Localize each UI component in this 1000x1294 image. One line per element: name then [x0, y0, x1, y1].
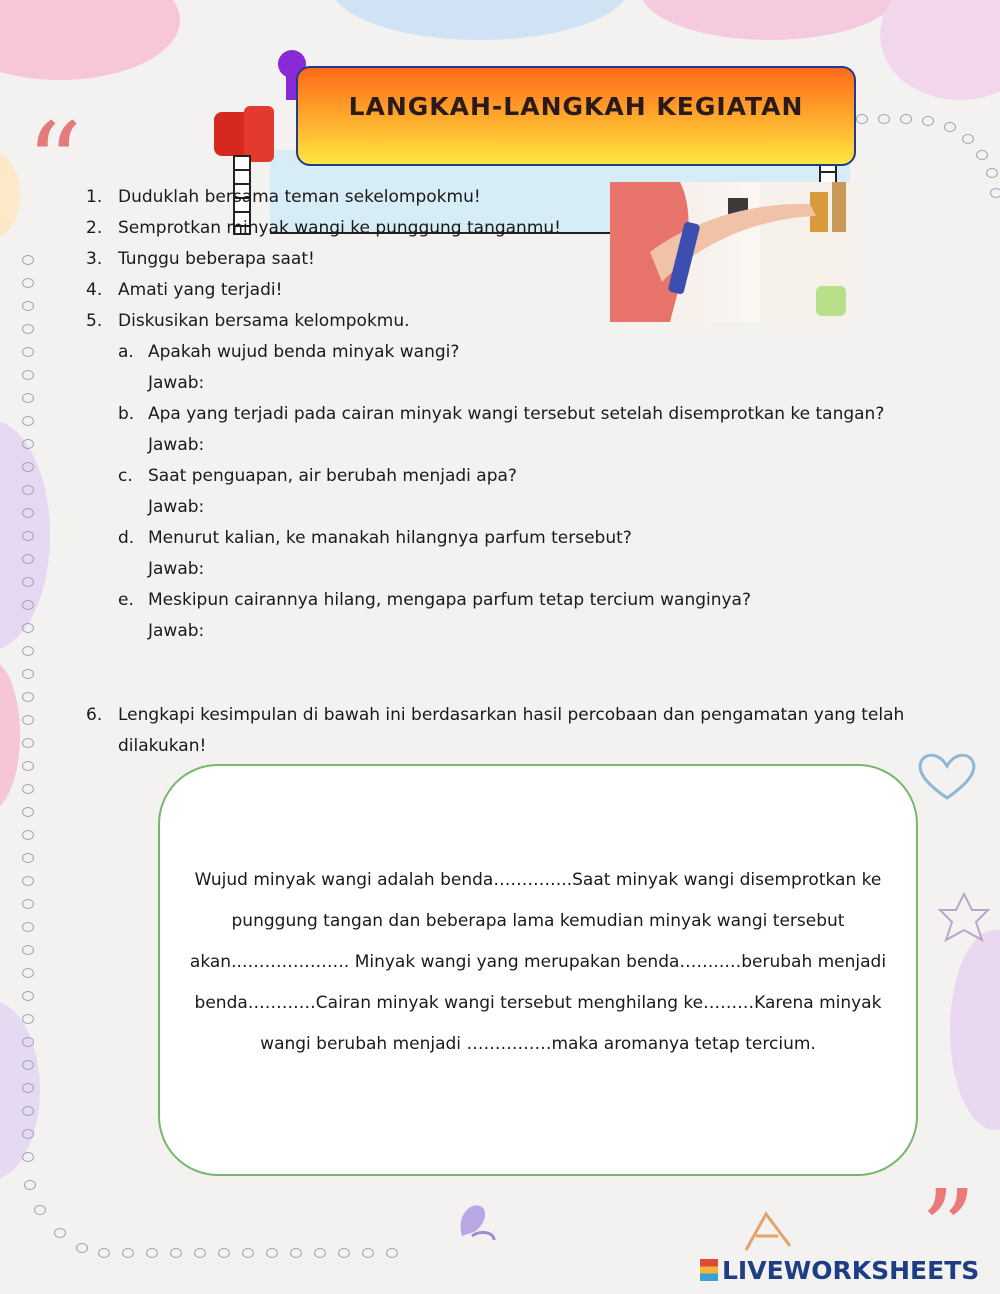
step-text: Semprotkan minyak wangi ke punggung tanganmu!	[118, 218, 561, 238]
step-text: Diskusikan bersama kelompokmu.	[118, 311, 410, 331]
decor-blob-top-left	[0, 0, 180, 80]
conclusion-line[interactable]: Wujud minyak wangi adalah benda…………..Saat minyak wangi disemprotkan ke	[194, 870, 882, 890]
answer-a[interactable]	[86, 368, 946, 399]
decor-blob-top-right	[640, 0, 900, 40]
decor-blob-right-lower	[950, 930, 1000, 1130]
list-item	[86, 306, 946, 337]
subquestion-b	[86, 399, 946, 430]
decor-blob-left-pink	[0, 660, 20, 810]
conclusion-line[interactable]: akan..………………. Minyak wangi yang merupakan benda……..…berubah menjadi	[189, 952, 887, 972]
brand-text: LIVEWORKSHEETS	[722, 1256, 980, 1285]
answer-label: Jawab:	[148, 435, 205, 455]
step-number: 3.	[86, 249, 103, 269]
step-number: 2.	[86, 218, 103, 238]
step-text: Amati yang terjadi!	[118, 280, 283, 300]
steps-list	[86, 182, 946, 647]
flower-icon	[450, 1196, 500, 1246]
question-6-line-1	[86, 700, 966, 731]
subquestion-letter: e.	[118, 590, 134, 610]
conclusion-line[interactable]: wangi berubah menjadi ……………maka aromanya tetap tercium.	[260, 1034, 816, 1054]
question-6-line-2	[86, 731, 966, 762]
subquestion-c	[86, 461, 946, 492]
list-item	[86, 275, 946, 306]
answer-c[interactable]	[86, 492, 946, 523]
step-text: Duduklah bersama teman sekelompokmu!	[118, 187, 481, 207]
subquestion-text: Saat penguapan, air berubah menjadi apa?	[148, 466, 517, 486]
list-item	[86, 213, 946, 244]
subquestion-a	[86, 337, 946, 368]
subquestion-e	[86, 585, 946, 616]
list-item	[86, 182, 946, 213]
decor-blob-left-lower	[0, 1000, 40, 1180]
conclusion-text	[184, 860, 892, 1065]
conclusion-box	[158, 764, 918, 1176]
answer-label: Jawab:	[148, 497, 205, 517]
question-text: dilakukan!	[118, 736, 207, 756]
answer-e[interactable]	[86, 616, 946, 647]
close-quote-icon: ”	[920, 1166, 977, 1294]
conclusion-line: punggung tangan dan beberapa lama kemudian minyak wangi tersebut	[231, 911, 845, 931]
liveworksheets-logo	[700, 1256, 979, 1285]
subquestion-d	[86, 523, 946, 554]
question-6	[86, 700, 966, 762]
subquestion-text: Meskipun cairannya hilang, mengapa parfum tetap tercium wanginya?	[148, 590, 752, 610]
subquestion-letter: d.	[118, 528, 135, 548]
subquestion-letter: c.	[118, 466, 133, 486]
answer-b[interactable]	[86, 430, 946, 461]
subquestion-letter: a.	[118, 342, 134, 362]
subquestion-text: Apakah wujud benda minyak wangi?	[148, 342, 460, 362]
step-text: Tunggu beberapa saat!	[118, 249, 315, 269]
answer-d[interactable]	[86, 554, 946, 585]
open-quote-icon: “	[26, 99, 83, 227]
step-number: 1.	[86, 187, 103, 207]
star-icon	[936, 890, 992, 946]
list-item	[86, 244, 946, 275]
question-text: Lengkapi kesimpulan di bawah ini berdasarkan hasil percobaan dan pengamatan yang telah	[118, 705, 905, 725]
decor-blob-top-far-right	[880, 0, 1000, 100]
answer-label: Jawab:	[148, 373, 205, 393]
step-number: 4.	[86, 280, 103, 300]
live-badge-icon	[700, 1259, 718, 1281]
page-title: LANGKAH-LANGKAH KEGIATAN	[348, 92, 804, 121]
answer-label: Jawab:	[148, 621, 205, 641]
subquestion-text: Apa yang terjadi pada cairan minyak wangi tersebut setelah disemprotkan ke tangan?	[148, 404, 885, 424]
step-number: 5.	[86, 311, 103, 331]
answer-label: Jawab:	[148, 559, 205, 579]
decor-blob-left-top-pale	[0, 150, 20, 240]
subquestion-text: Menurut kalian, ke manakah hilangnya parfum tersebut?	[148, 528, 632, 548]
arrow-sketch-icon	[740, 1206, 796, 1252]
title-banner	[296, 66, 856, 166]
decor-blob-top-center	[330, 0, 630, 40]
conclusion-line[interactable]: benda…………Cairan minyak wangi tersebut menghilang ke………Karena minyak	[194, 993, 882, 1013]
question-number: 6.	[86, 705, 103, 725]
subquestion-letter: b.	[118, 404, 135, 424]
